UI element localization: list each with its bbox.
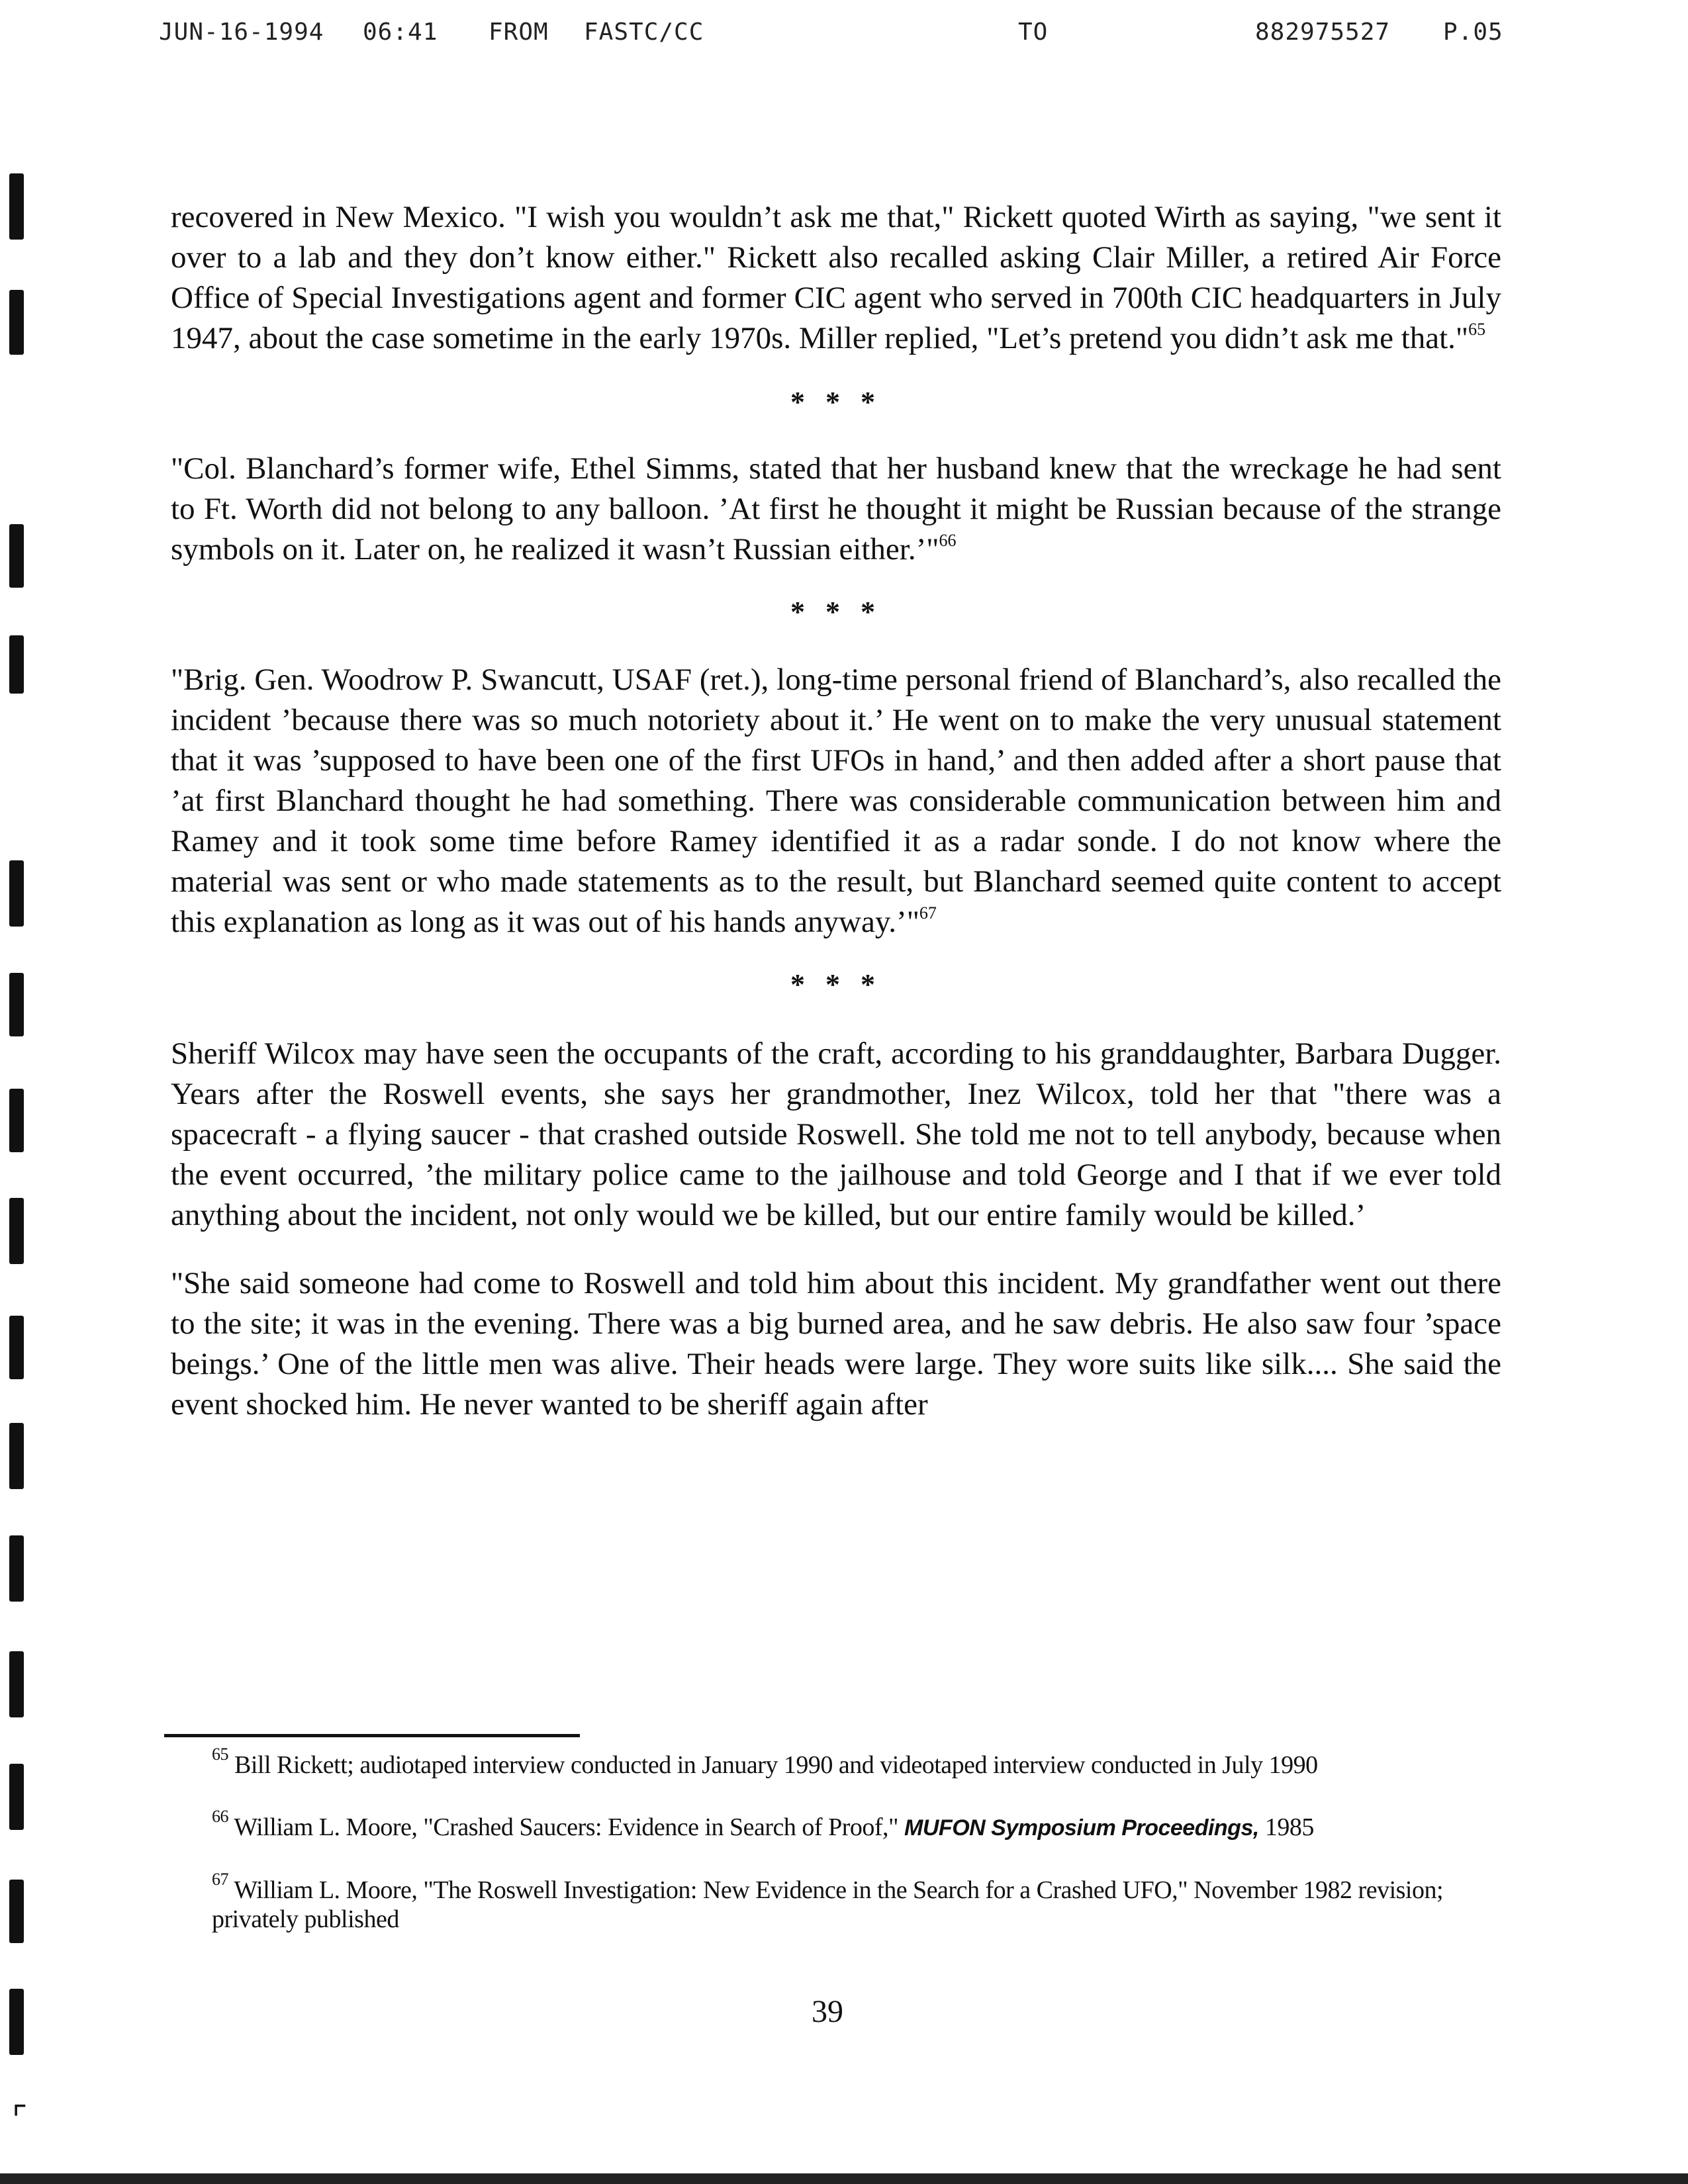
paragraph-grandfather: "She said someone had come to Roswell and told him about this incident. My grandfather went out there to the site; it was in the evening. There was a big burned area, and he saw debris. He also saw four ’space beings.’ One of the little men was alive. Their heads were large. They wore suits like silk.... She said the event shocked him. He never wanted to be sheriff again after <box>171 1266 1501 1422</box>
fax-from-label: FROM <box>489 19 549 46</box>
footnote-ref-65: 65 <box>1468 320 1486 339</box>
scan-edge-marks <box>9 0 29 2184</box>
fax-time: 06:41 <box>363 19 438 46</box>
scan-corner-mark: ⌜ <box>12 2099 28 2138</box>
footnote-66: $^{66}$ William L. Moore, "Crashed Saucers: Evidence in Search of Proof," MUFON Symposium Proceedings, 1985 <box>212 1807 1314 1841</box>
footnote-67: $^{67}$ William L. Moore, "The Roswell Investigation: New Evidence in the Search for a Crashed UFO," November 1982 revision; privately published <box>212 1870 1444 1933</box>
paragraph-blanchard-wife: "Col. Blanchard’s former wife, Ethel Simms, stated that her husband knew that the wreckage he had sent to Ft. Worth did not belong to any balloon. ’At first he thought it might be Russian because of the strange symbols on it. Later on, he realized it wasn’t Russian either.’"$^{66}$ <box>171 451 1501 567</box>
footnote-65: $^{65}$ Bill Rickett; audiotaped interview conducted in January 1990 and videotaped interview conducted in July 1990 <box>212 1745 1318 1779</box>
scan-bottom-edge <box>0 2173 1688 2184</box>
paragraph-rickett: recovered in New Mexico. "I wish you wouldn’t ask me that," Rickett quoted Wirth as saying, "we sent it over to a lab and they don’t know either." Rickett also recalled asking Clair Miller, a retired Air Force Office of Special Investigations agent and former CIC agent who served in 700th CIC headquarters in July 1947, about the case sometime in the early 1970s. Miller replied, "Let’s pretend you didn’t ask me that."$^{65}$ <box>171 200 1501 355</box>
footnote-ref-66: 66 <box>939 531 957 550</box>
footnote-ref-67: 67 <box>919 903 937 923</box>
paragraph-wilcox: Sheriff Wilcox may have seen the occupants of the craft, according to his granddaughter, Barbara Dugger. Years after the Roswell events, she says her grandmother, Inez Wilcox, told her that "there was a spacecraft - a flying saucer - that crashed outside Roswell. She told me not to tell anybody, because when the event occurred, ’the military police came to the jailhouse and told George and I that if we ever told anything about the incident, not only would we be killed, but our entire family would be killed.’ <box>171 1036 1501 1232</box>
document-body <box>171 197 1501 1425</box>
fax-from: FASTC/CC <box>584 19 704 46</box>
section-separator: * * * <box>790 596 882 628</box>
fax-date: JUN-16-1994 <box>159 19 324 46</box>
fax-page: P.05 <box>1443 19 1503 46</box>
section-separator: * * * <box>790 968 882 1001</box>
page-number: 39 <box>812 1994 843 2029</box>
footnotes <box>167 1745 1497 1934</box>
fax-header <box>0 19 1688 58</box>
fax-to-label: TO <box>1018 19 1049 46</box>
section-separator: * * * <box>790 386 882 418</box>
paragraph-swancutt: "Brig. Gen. Woodrow P. Swancutt, USAF (ret.), long-time personal friend of Blanchard’s, also recalled the incident ’because there was so much notoriety about it.’ He went on to make the very unusual statement that it was ’supposed to have been one of the first UFOs in hand,’ and then added after a short pause that ’at first Blanchard thought he had something. There was considerable communication between him and Ramey and it took some time before Ramey identified it as a radar sonde. I do not know where the material was sent or who made statements as to the result, but Blanchard seemed quite content to accept this explanation as long as it was out of his hands anyway.’"$^{67}$ <box>171 662 1501 939</box>
footnote-divider <box>164 1734 580 1737</box>
fax-number: 882975527 <box>1255 19 1391 46</box>
